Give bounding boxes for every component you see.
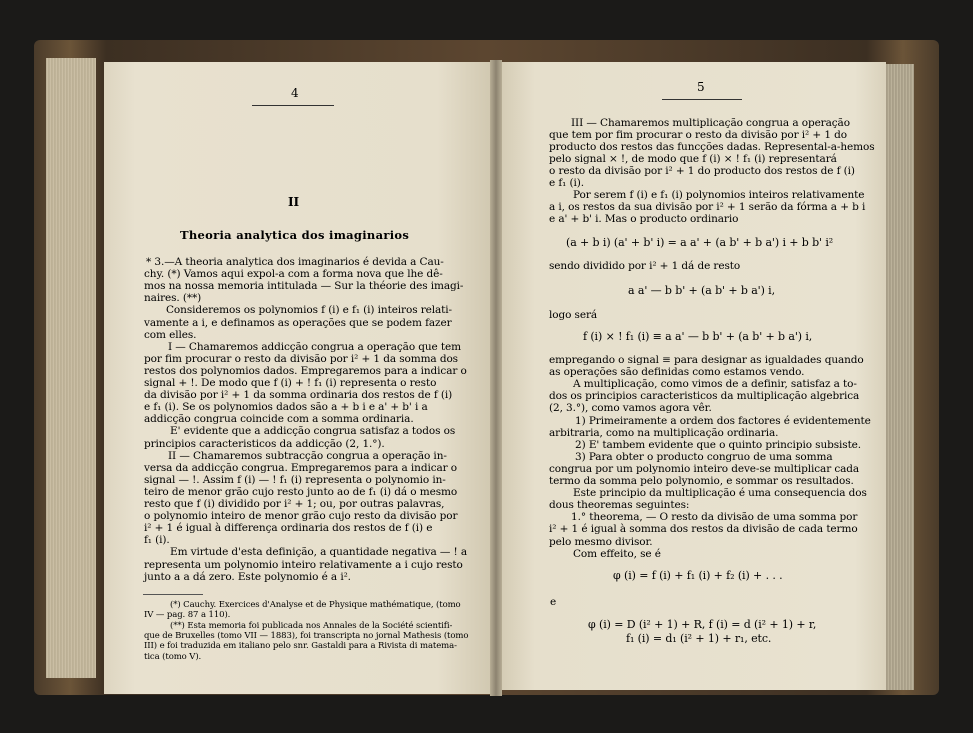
header-rule-right — [662, 99, 742, 100]
equation-1: (a + b i) (a' + b' i) = a a' + (a b' + b a') i + b b' i² — [566, 236, 834, 249]
text-line: E' evidente que a addicção congrua satisfaz a todos os — [170, 425, 456, 438]
text-line: arbitraria, como na multiplicação ordinaria. — [549, 426, 779, 439]
text-line: (2, 3.°), como vamos agora vêr. — [549, 402, 712, 415]
text-line: as operações são definidas como estamos vendo. — [549, 366, 805, 379]
equation-2: a a' — b b' + (a b' + b a') i, — [628, 284, 775, 297]
text-line: dous theoremas seguintes: — [549, 499, 690, 512]
text-line: addicção congrua coincide com a somma ordinaria. — [144, 413, 414, 426]
text-line: representa um polynomio inteiro relativamente a i cujo resto — [144, 558, 463, 571]
text-line: resto que f (i) dividido por i² + 1; ou, por outras palavras, — [144, 498, 445, 510]
text-line: chy. (*) Vamos aqui expol-a com a forma nova que lhe dê- — [144, 268, 443, 281]
text-line: que tem por fim procurar o resto da divisão por i² + 1 do — [549, 129, 848, 141]
text-line: 2) E' tambem evidente que o quinto principio subsiste. — [575, 438, 862, 451]
header-rule-left — [252, 105, 334, 106]
text-line: e f₁ (i). — [549, 177, 584, 189]
text-line: por fim procurar o resto da divisão por i² + 1 da somma dos — [144, 352, 458, 365]
text-line: vamente a i, e definamos as operações que se podem fazer — [144, 316, 452, 329]
text-line: termo da somma pelo polynomio, e sommar os resultados. — [549, 475, 854, 487]
text-line: Por serem f (i) e f₁ (i) polynomios inteiros relativamente — [573, 189, 865, 201]
page-number-left: 4 — [291, 86, 299, 100]
text-line: que de Bruxelles (tomo VII — 1883), foi transcripta no jornal Mathesis (tomo — [144, 630, 469, 641]
text-line: 3) Para obter o producto congruo de uma somma — [575, 450, 833, 463]
section-number: II — [288, 195, 300, 209]
text-line: (**) Esta memoria foi publicada nos Annales de la Société scientifi- — [170, 620, 453, 631]
text-line: e a' + b' i. Mas o producto ordinario — [549, 213, 739, 225]
text-line: e f₁ (i). Se os polynomios dados são a + b i e a' + b' i a — [144, 401, 428, 414]
equation-3: f (i) × ! f₁ (i) ≡ a a' — b b' + (a b' + b a') i, — [583, 330, 813, 343]
text-line: 1) Primeiramente a ordem dos factores é evidentemente — [575, 414, 871, 427]
right-line-e: e — [550, 596, 557, 608]
text-line: Consideremos os polynomios f (i) e f₁ (i) inteiros relati- — [166, 304, 453, 317]
text-line: o resto da divisão por i² + 1 do producto dos restos de f (i) — [549, 165, 855, 177]
equation-4: φ (i) = f (i) + f₁ (i) + f₂ (i) + . . . — [613, 569, 783, 582]
text-line: i² + 1 é igual à differença ordinaria dos restos de f (i) e — [144, 522, 433, 535]
text-line: da divisão por i² + 1 da somma ordinaria dos restos de f (i) — [144, 389, 453, 402]
text-line: A multiplicação, como vimos de a definir, satisfaz a to- — [573, 378, 857, 391]
text-line: Em virtude d'esta definição, a quantidade negativa — ! a — [170, 546, 468, 559]
text-line: I — Chamaremos addicção congrua a operação que tem — [168, 340, 461, 353]
text-line: producto dos restos das funcções dadas. Represental-a-hemos — [549, 141, 875, 153]
text-line: o polynomio inteiro de menor grão cujo resto da divisão por — [144, 510, 458, 523]
text-line: f₁ (i). — [144, 534, 170, 547]
text-line: pelo signal × !, de modo que f (i) × ! f₁ (i) representará — [549, 153, 837, 165]
text-line: teiro de menor grão cujo resto junto ao de f₁ (i) dá o mesmo — [144, 485, 458, 498]
text-line: junto a a dá zero. Este polynomio é a i². — [144, 570, 351, 583]
text-line: Com effeito, se é — [573, 547, 661, 560]
section-title: Theoria analytica dos imaginarios — [180, 228, 410, 242]
book-gutter — [490, 60, 502, 696]
text-line: com elles. — [144, 328, 197, 341]
text-line: congrua por um polynomio inteiro deve-se multiplicar cada — [549, 462, 860, 475]
text-line: empregando o signal ≡ para designar as igualdades quando — [549, 354, 864, 366]
text-line: II — Chamaremos subtracção congrua a operação in- — [168, 449, 447, 462]
text-line: tica (tomo V). — [144, 651, 202, 662]
text-line: * 3.—A theoria analytica dos imaginarios é devida a Cau- — [146, 256, 444, 268]
right-line-c: logo será — [549, 309, 598, 321]
right-line-b: sendo dividido por i² + 1 dá de resto — [549, 260, 741, 272]
text-line: dos os principios caracteristicos da multiplicação algebrica — [549, 390, 860, 403]
text-line: versa da addicção congrua. Empregaremos para a indicar o — [144, 461, 458, 474]
page-edges-right — [884, 64, 914, 690]
text-line: restos dos polynomios dados. Empregaremos para a indicar o — [144, 364, 467, 377]
text-line: Este principio da multiplicação é uma consequencia dos — [573, 487, 867, 500]
page-number-right: 5 — [697, 80, 705, 94]
text-line: mos na nossa memoria intitulada — Sur la théorie des imagi- — [144, 280, 464, 293]
text-line: signal + !. De modo que f (i) + ! f₁ (i) representa o resto — [144, 377, 437, 389]
text-line: i² + 1 é igual à somma dos restos da divisão de cada termo — [549, 523, 858, 536]
equation-5b: f₁ (i) = d₁ (i² + 1) + r₁, etc. — [626, 632, 772, 645]
page-edges-left — [46, 58, 96, 678]
text-line: 1.° theorema, — O resto da divisão de uma somma por — [571, 511, 858, 524]
text-line: principios caracteristicos da addicção (2, 1.°). — [144, 437, 385, 450]
text-line: IV — pag. 87 a 110). — [144, 610, 231, 621]
text-line: (*) Cauchy. Exercices d'Analyse et de Physique mathématique, (tomo — [170, 600, 461, 610]
text-line: signal — !. Assim f (i) — ! f₁ (i) representa o polynomio in- — [144, 473, 446, 486]
text-line: naires. (**) — [144, 292, 202, 305]
text-line: pelo mesmo divisor. — [549, 535, 653, 548]
text-line: III — Chamaremos multiplicação congrua a operação — [571, 117, 850, 129]
text-line: a i, os restos da sua divisão por i² + 1 serão da fórma a + b i — [549, 201, 866, 213]
equation-5a: φ (i) = D (i² + 1) + R, f (i) = d (i² + 1) + r, — [588, 618, 817, 631]
footnote-rule — [143, 594, 203, 595]
text-line: III) e foi traduzida em italiano pelo snr. Gastaldi para a Rivista di matema- — [144, 641, 457, 652]
